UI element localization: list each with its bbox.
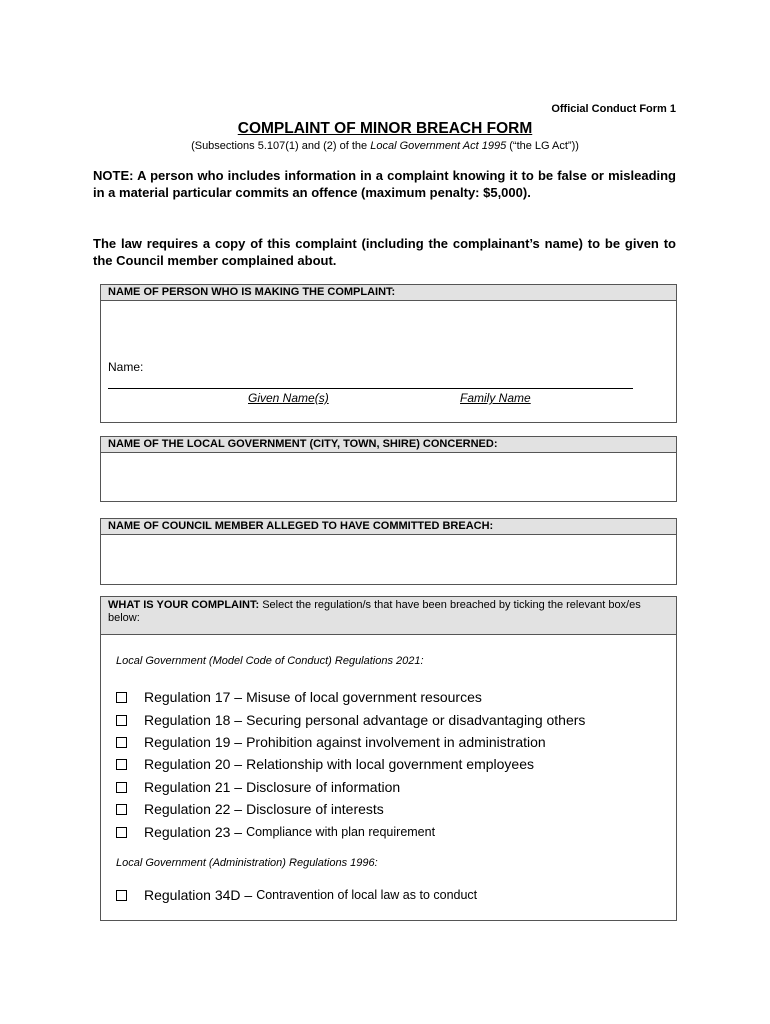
regulation-row[interactable] <box>116 754 534 774</box>
regulation-checkbox[interactable] <box>116 827 127 838</box>
regulation-description: Disclosure of information <box>246 779 401 795</box>
name-input-line[interactable] <box>108 388 633 389</box>
regulation-row[interactable] <box>116 799 384 819</box>
regulation-checkbox[interactable] <box>116 715 127 726</box>
regulation-row[interactable] <box>116 710 585 730</box>
local-government-header: NAME OF THE LOCAL GOVERNMENT (CITY, TOWN, SHIRE) CONCERNED: <box>101 437 676 453</box>
regulation-row[interactable] <box>116 777 400 797</box>
regulation-description: Misuse of local government resources <box>246 689 482 705</box>
regulation-checkbox[interactable] <box>116 737 127 748</box>
council-member-header: NAME OF COUNCIL MEMBER ALLEGED TO HAVE COMMITTED BREACH: <box>101 519 676 535</box>
regulation-number: Regulation 18 – <box>144 712 243 728</box>
disclosure-note: The law requires a copy of this complaint (including the complainant’s name) to be given to the Council member complained about. <box>93 236 676 268</box>
regulation-description: Disclosure of interests <box>246 801 384 817</box>
local-government-section <box>100 436 677 502</box>
regulation-number: Regulation 34D – <box>144 887 253 903</box>
complainant-section <box>100 284 677 423</box>
regulation-row[interactable] <box>116 732 546 752</box>
regulation-description: Compliance with plan requirement <box>246 825 436 839</box>
given-name-label: Given Name(s) <box>248 391 329 405</box>
regulation-checkbox[interactable] <box>116 804 127 815</box>
penalty-note: NOTE: A person who includes information in a complaint knowing it to be false or misleading in a material particular commits an offence (maximum penalty: $5,000). <box>93 168 676 200</box>
page-title: COMPLAINT OF MINOR BREACH FORM <box>237 120 533 137</box>
regulation-number: Regulation 20 – <box>144 756 243 772</box>
complaint-header-bold: WHAT IS YOUR COMPLAINT: <box>108 599 260 611</box>
regulation-number: Regulation 23 – <box>144 824 243 840</box>
council-member-section <box>100 518 677 585</box>
administration-title: Local Government (Administration) Regulations 1996: <box>116 857 378 869</box>
regulation-checkbox[interactable] <box>116 890 127 901</box>
complaint-header <box>101 597 676 635</box>
regulation-checkbox[interactable] <box>116 782 127 793</box>
page-subtitle <box>0 140 770 152</box>
regulation-row[interactable] <box>116 885 477 905</box>
regulation-number: Regulation 22 – <box>144 801 243 817</box>
subtitle-act-name: Local Government Act 1995 <box>370 140 507 152</box>
regulation-description: Contravention of local law as to conduct <box>256 888 478 902</box>
family-name-label: Family Name <box>460 391 531 405</box>
subtitle-pre: (Subsections 5.107(1) and (2) of the <box>191 140 371 152</box>
regulation-checkbox[interactable] <box>116 759 127 770</box>
model-code-title: Local Government (Model Code of Conduct) Regulations 2021: <box>116 655 424 667</box>
subtitle-post: (“the LG Act”)) <box>506 140 579 152</box>
local-government-field[interactable] <box>101 453 676 501</box>
form-label: Official Conduct Form 1 <box>551 103 676 115</box>
regulation-description: Relationship with local government employees <box>246 756 535 772</box>
regulation-number: Regulation 21 – <box>144 779 243 795</box>
regulation-description: Securing personal advantage or disadvantaging others <box>246 712 586 728</box>
regulation-checkbox[interactable] <box>116 692 127 703</box>
regulation-row[interactable] <box>116 822 435 842</box>
regulation-number: Regulation 19 – <box>144 734 243 750</box>
regulation-number: Regulation 17 – <box>144 689 243 705</box>
name-label: Name: <box>108 360 144 374</box>
council-member-field[interactable] <box>101 535 676 584</box>
complainant-header: NAME OF PERSON WHO IS MAKING THE COMPLAINT: <box>101 285 676 301</box>
complaint-header-text: Select the regulation/s that have been breached by ticking the relevant box/es below: <box>108 599 641 624</box>
regulation-row[interactable] <box>116 687 482 707</box>
regulation-description: Prohibition against involvement in administration <box>246 734 546 750</box>
complaint-section <box>100 596 677 921</box>
